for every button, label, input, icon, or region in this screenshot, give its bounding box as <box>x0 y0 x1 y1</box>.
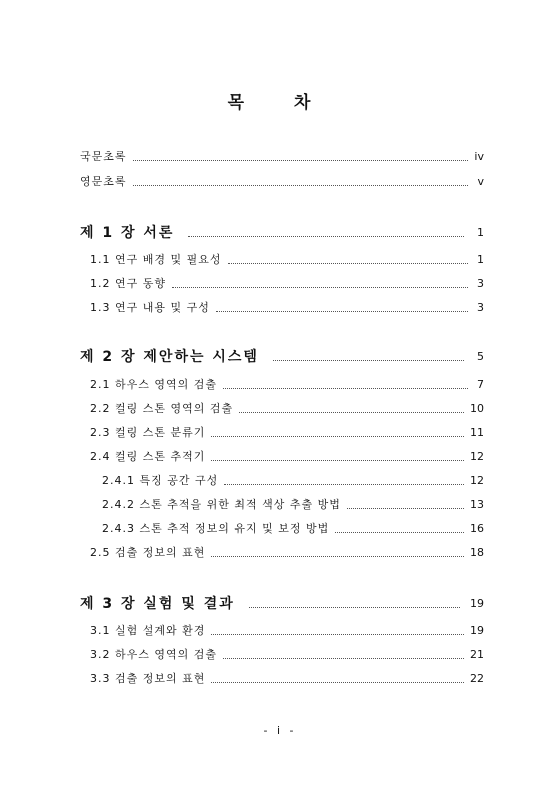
toc-entry-page: v <box>477 175 484 188</box>
toc-subsection-2-4-1[interactable] <box>102 474 484 488</box>
toc-entry-page: 22 <box>470 672 484 685</box>
dot-leader <box>172 287 468 288</box>
toc-entry-page: 1 <box>477 226 484 239</box>
toc-entry-page: 1 <box>477 253 484 266</box>
toc-entry-label: 국문초록 <box>80 150 127 163</box>
toc-subsection-2-4-3[interactable] <box>102 522 484 536</box>
toc-entry-label: 2.4.2 스톤 추적을 위한 최적 색상 추출 방법 <box>102 498 341 511</box>
toc-entry-english-abstract[interactable] <box>80 175 484 189</box>
toc-entry-page: 19 <box>470 624 484 637</box>
toc-subsection-2-4-2[interactable] <box>102 498 484 512</box>
toc-entry-label: 제 1 장 서론 <box>80 225 175 241</box>
toc-entry-page: 13 <box>470 498 484 511</box>
toc-entry-label: 1.3 연구 내용 및 구성 <box>90 301 210 314</box>
toc-section-2-3[interactable] <box>90 426 484 440</box>
toc-entry-page: 5 <box>477 350 484 363</box>
toc-entry-page: 21 <box>470 648 484 661</box>
toc-section-1-1[interactable] <box>90 253 484 267</box>
dot-leader <box>273 360 464 361</box>
toc-section-2-5[interactable] <box>90 546 484 560</box>
toc-entry-label: 2.2 컬링 스톤 영역의 검출 <box>90 402 234 415</box>
dot-leader <box>249 607 460 608</box>
toc-entry-label: 3.1 실험 설계와 환경 <box>90 624 206 637</box>
toc-entry-label: 2.5 검출 정보의 표현 <box>90 546 206 559</box>
dot-leader <box>211 436 464 437</box>
toc-entry-label: 2.1 하우스 영역의 검출 <box>90 378 217 391</box>
toc-entry-page: 16 <box>470 522 484 535</box>
toc-entry-label: 1.2 연구 동향 <box>90 277 166 290</box>
dot-leader <box>335 532 464 533</box>
toc-section-2-4[interactable] <box>90 450 484 464</box>
toc-section-2-1[interactable] <box>90 378 484 392</box>
toc-entry-page: 3 <box>477 277 484 290</box>
dot-leader <box>216 311 468 312</box>
dot-leader <box>133 185 468 186</box>
toc-entry-label: 2.4.1 특징 공간 구성 <box>102 474 219 487</box>
page-title: 목 차 <box>227 93 333 113</box>
toc-entry-label: 2.4.3 스톤 추적 정보의 유지 및 보정 방법 <box>102 522 330 535</box>
dot-leader <box>211 682 464 683</box>
toc-entry-label: 2.3 컬링 스톤 분류기 <box>90 426 206 439</box>
toc-entry-page: 11 <box>470 426 484 439</box>
dot-leader <box>211 556 464 557</box>
toc-entry-label: 3.2 하우스 영역의 검출 <box>90 648 217 661</box>
toc-chapter-2[interactable] <box>80 348 484 366</box>
toc-section-3-1[interactable] <box>90 624 484 638</box>
toc-entry-korean-abstract[interactable] <box>80 150 484 164</box>
dot-leader <box>223 658 464 659</box>
toc-section-3-2[interactable] <box>90 648 484 662</box>
toc-entry-label: 2.4 컬링 스톤 추적기 <box>90 450 206 463</box>
toc-entry-page: 10 <box>470 402 484 415</box>
toc-entry-label: 3.3 검출 정보의 표현 <box>90 672 206 685</box>
toc-section-1-2[interactable] <box>90 277 484 291</box>
toc-entry-page: 19 <box>470 597 484 610</box>
dot-leader <box>223 388 468 389</box>
toc-entry-label: 영문초록 <box>80 175 127 188</box>
toc-section-1-3[interactable] <box>90 301 484 315</box>
toc-section-2-2[interactable] <box>90 402 484 416</box>
toc-entry-page: 7 <box>477 378 484 391</box>
dot-leader <box>188 236 464 237</box>
dot-leader <box>239 412 464 413</box>
page-number-footer: - i - <box>263 724 297 737</box>
dot-leader <box>211 634 464 635</box>
dot-leader <box>211 460 464 461</box>
toc-entry-page: iv <box>474 150 484 163</box>
toc-entry-page: 18 <box>470 546 484 559</box>
toc-entry-page: 12 <box>470 450 484 463</box>
dot-leader <box>224 484 464 485</box>
toc-entry-label: 제 2 장 제안하는 시스템 <box>80 349 259 365</box>
dot-leader <box>133 160 468 161</box>
dot-leader <box>228 263 469 264</box>
toc-section-3-3[interactable] <box>90 672 484 686</box>
dot-leader <box>347 508 464 509</box>
toc-entry-label: 제 3 장 실험 및 결과 <box>80 596 235 612</box>
toc-entry-label: 1.1 연구 배경 및 필요성 <box>90 253 222 266</box>
toc-entry-page: 3 <box>477 301 484 314</box>
toc-chapter-1[interactable] <box>80 224 484 242</box>
toc-chapter-3[interactable] <box>80 595 484 613</box>
toc-entry-page: 12 <box>470 474 484 487</box>
